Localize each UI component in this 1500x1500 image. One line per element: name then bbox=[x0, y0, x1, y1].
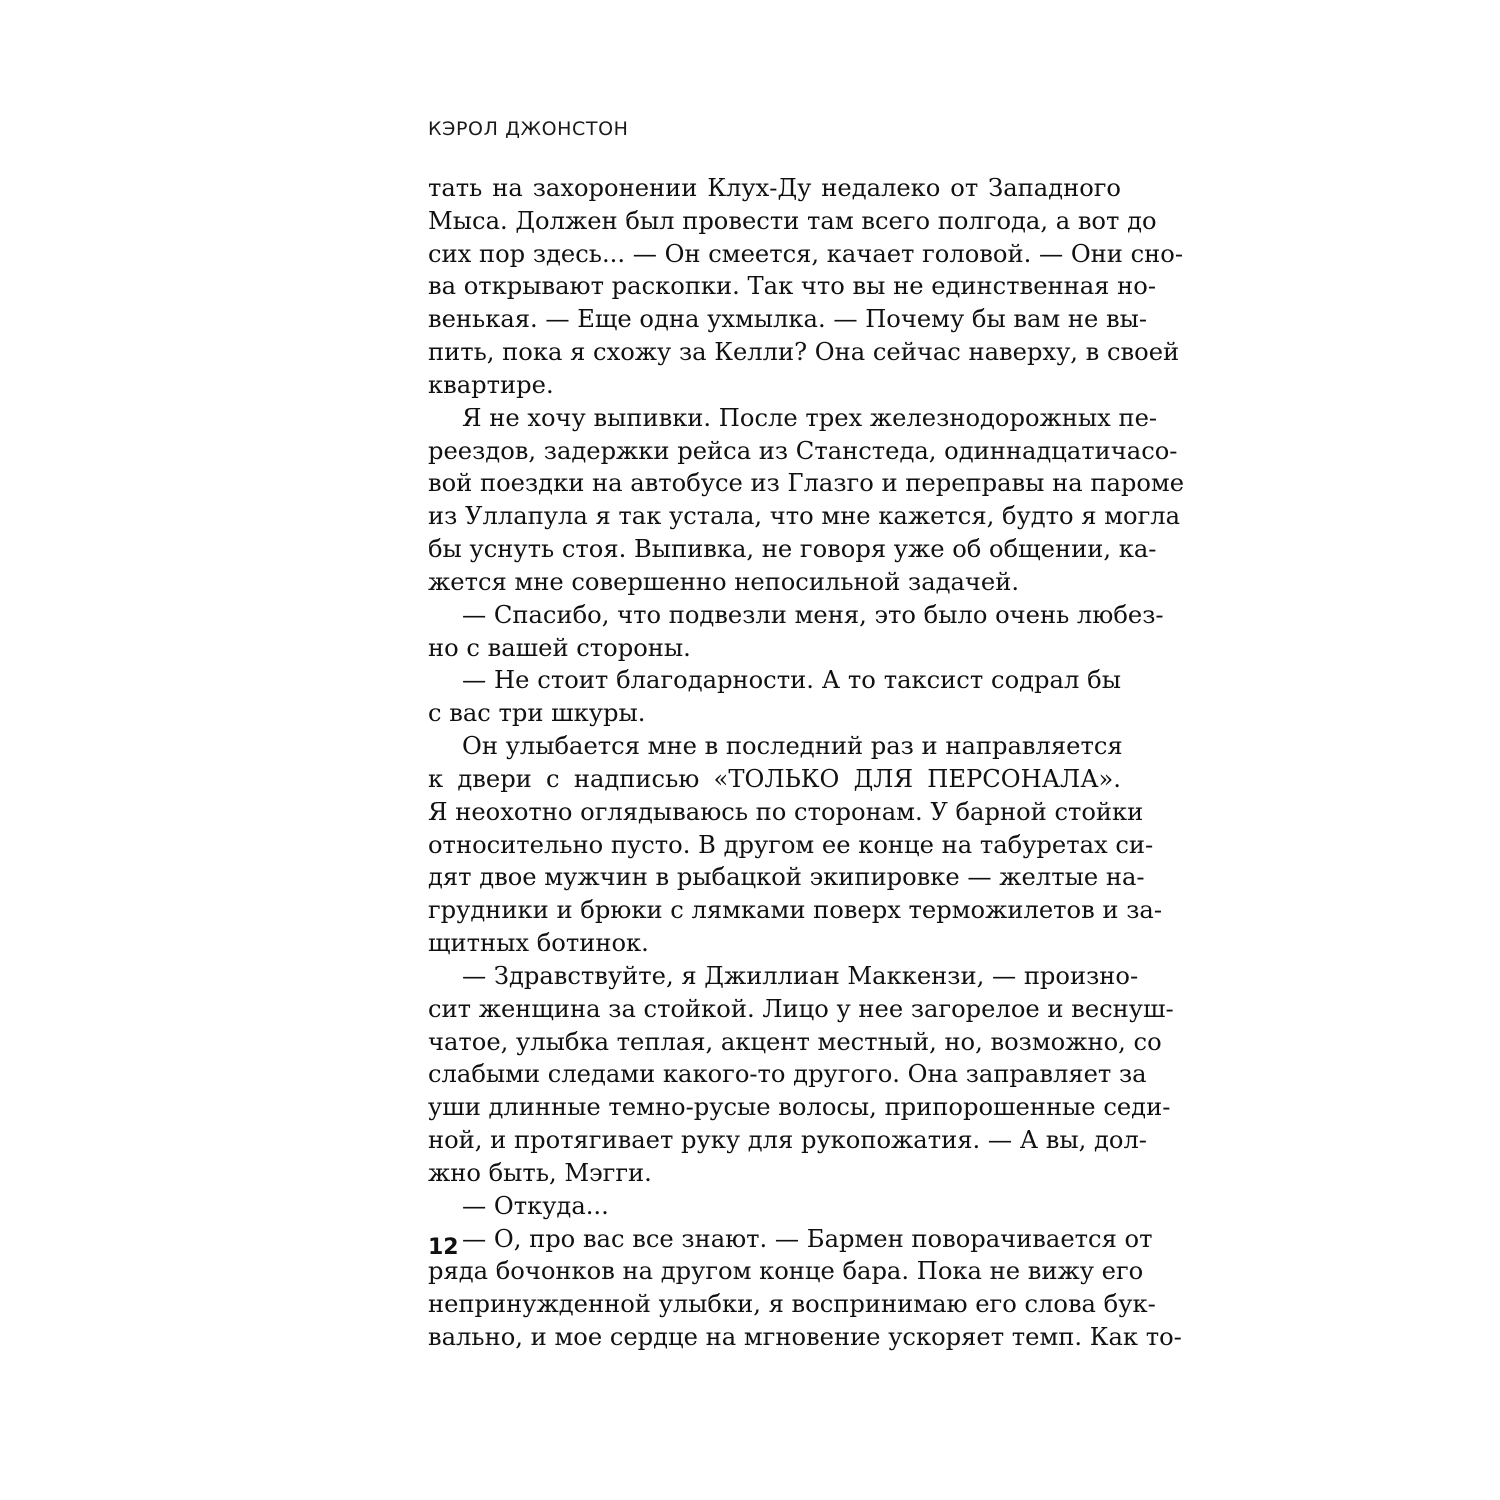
text-line: пить, пока я схожу за Келли? Она сейчас наверху, в своей bbox=[428, 338, 1180, 367]
text-line: но с вашей стороны. bbox=[428, 633, 691, 662]
text-line: Я неохотно оглядываюсь по сторонам. У барной стойки bbox=[428, 797, 1144, 826]
text-line: непринужденной улыбки, я воспринимаю его слова бук- bbox=[428, 1290, 1156, 1319]
text-line: Он улыбается мне в последний раз и направляется bbox=[462, 732, 1123, 761]
text-line: ва открывают раскопки. Так что вы не единственная но- bbox=[428, 272, 1156, 301]
text-line: чатое, улыбка теплая, акцент местный, но, возможно, со bbox=[428, 1027, 1162, 1056]
page-number: 12 bbox=[428, 1235, 459, 1260]
text-line: — Спасибо, что подвезли меня, это было очень любез- bbox=[462, 600, 1164, 629]
text-line: — Откуда... bbox=[462, 1191, 609, 1220]
text-line: грудники и брюки с лямками поверх терможилетов и за- bbox=[428, 896, 1162, 925]
text-line: относительно пусто. В другом ее конце на табуретах си- bbox=[428, 830, 1154, 859]
body-text bbox=[428, 172, 1185, 1354]
text-line: с вас три шкуры. bbox=[428, 699, 646, 728]
text-line: — Здравствуйте, я Джиллиан Маккензи, — произно- bbox=[462, 961, 1139, 990]
text-line: из Уллапула я так устала, что мне кажется, будто я могла bbox=[428, 502, 1181, 531]
text-line: сих пор здесь... — Он смеется, качает головой. — Они сно- bbox=[428, 239, 1183, 268]
text-line: щитных ботинок. bbox=[428, 929, 649, 958]
text-line: ряда бочонков на другом конце бара. Пока не вижу его bbox=[428, 1257, 1144, 1286]
text-line: слабыми следами какого-то другого. Она заправляет за bbox=[428, 1060, 1147, 1089]
text-line: бы уснуть стоя. Выпивка, не говоря уже об общении, ка- bbox=[428, 535, 1157, 564]
text-line: — Не стоит благодарности. А то таксист содрал бы bbox=[462, 666, 1121, 695]
text-line: дят двое мужчин в рыбацкой экипировке — желтые на- bbox=[428, 863, 1145, 892]
text-line: жется мне совершенно непосильной задачей. bbox=[428, 567, 1020, 596]
text-line: Я не хочу выпивки. После трех железнодорожных пе- bbox=[462, 403, 1158, 432]
text-line: ной, и протягивает руку для рукопожатия. — А вы, дол- bbox=[428, 1126, 1147, 1155]
text-line: — О, про вас все знают. — Бармен поворачивается от bbox=[462, 1224, 1153, 1253]
text-line: жно быть, Мэгги. bbox=[428, 1158, 652, 1187]
text-line: вой поездки на автобусе из Глазго и переправы на пароме bbox=[428, 469, 1185, 498]
text-line: реездов, задержки рейса из Станстеда, одиннадцатичасо- bbox=[428, 436, 1178, 465]
text-line: к двери с надписью «ТОЛЬКО ДЛЯ ПЕРСОНАЛА». bbox=[428, 764, 1121, 793]
text-line: уши длинные темно-русые волосы, припорошенные седи- bbox=[428, 1093, 1171, 1122]
text-line: сит женщина за стойкой. Лицо у нее загорелое и веснуш- bbox=[428, 994, 1174, 1023]
text-line: тать на захоронении Клух-Ду недалеко от Западного bbox=[428, 174, 1121, 202]
text-line: квартире. bbox=[428, 370, 554, 399]
text-line: вально, и мое сердце на мгновение ускоряет темп. Как то- bbox=[428, 1322, 1182, 1351]
text-line: венькая. — Еще одна ухмылка. — Почему бы вам не вы- bbox=[428, 305, 1148, 334]
running-head-author: КЭРОЛ ДЖОНСТОН bbox=[428, 118, 629, 140]
text-line: Мыса. Должен был провести там всего полгода, а вот до bbox=[428, 206, 1157, 235]
